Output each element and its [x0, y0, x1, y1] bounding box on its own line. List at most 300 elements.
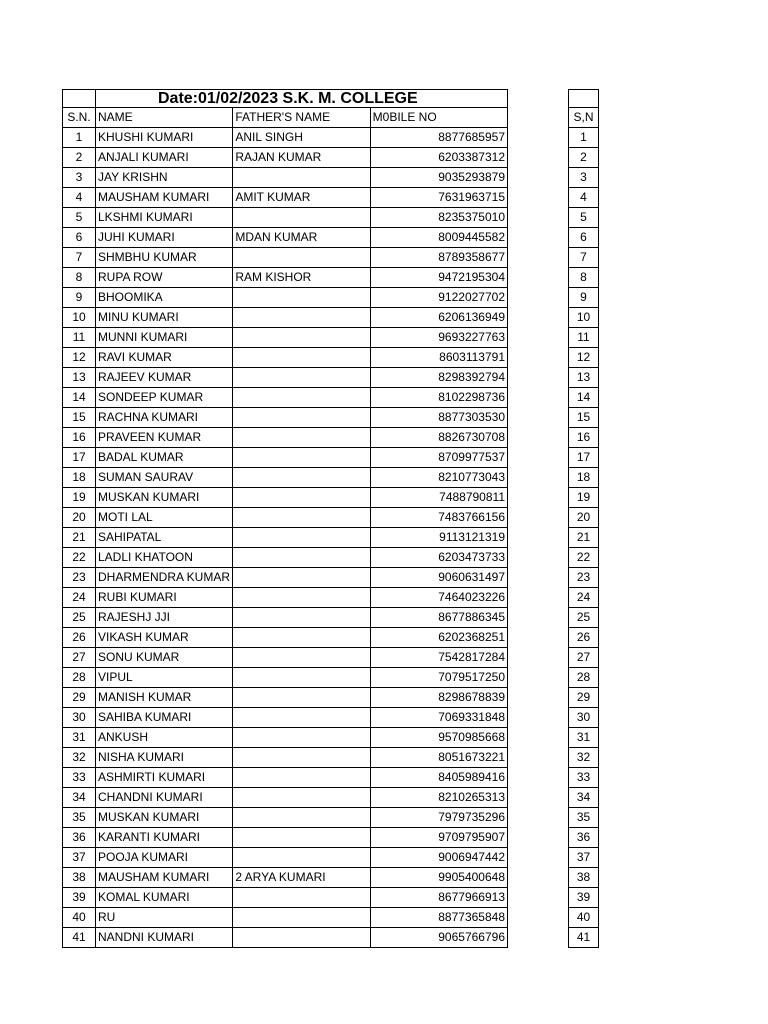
row-father-name [233, 828, 370, 848]
side-row-sn: 28 [569, 668, 599, 688]
row-mobile: 8009445582 [370, 228, 507, 248]
row-father-name [233, 588, 370, 608]
side-row-sn: 6 [569, 228, 599, 248]
row-name: KARANTI KUMARI [96, 828, 233, 848]
side-row [569, 888, 599, 908]
row-mobile: 8210773043 [370, 468, 507, 488]
row-sn: 29 [63, 688, 96, 708]
table-row [63, 268, 508, 288]
side-row [569, 368, 599, 388]
side-row-sn: 18 [569, 468, 599, 488]
row-mobile: 9113121319 [370, 528, 507, 548]
side-row-sn: 10 [569, 308, 599, 328]
row-father-name [233, 908, 370, 928]
side-row-sn: 13 [569, 368, 599, 388]
row-name: JUHI KUMARI [96, 228, 233, 248]
side-row [569, 828, 599, 848]
row-sn: 16 [63, 428, 96, 448]
side-row [569, 448, 599, 468]
side-row-sn: 41 [569, 928, 599, 948]
row-mobile: 9006947442 [370, 848, 507, 868]
table-row [63, 848, 508, 868]
row-father-name [233, 288, 370, 308]
row-name: BADAL KUMAR [96, 448, 233, 468]
table-row [63, 868, 508, 888]
table-row [63, 488, 508, 508]
side-row-sn: 40 [569, 908, 599, 928]
side-title-empty-cell [569, 90, 599, 108]
side-title-row [569, 90, 599, 108]
row-mobile: 8677886345 [370, 608, 507, 628]
row-name: RAJEEV KUMAR [96, 368, 233, 388]
row-father-name: 2 ARYA KUMARI [233, 868, 370, 888]
row-name: POOJA KUMARI [96, 848, 233, 868]
row-father-name [233, 428, 370, 448]
row-father-name [233, 688, 370, 708]
table-row [63, 568, 508, 588]
side-row [569, 228, 599, 248]
row-sn: 27 [63, 648, 96, 668]
row-father-name [233, 668, 370, 688]
table-row [63, 428, 508, 448]
side-row-sn: 4 [569, 188, 599, 208]
row-sn: 9 [63, 288, 96, 308]
row-mobile: 8405989416 [370, 768, 507, 788]
side-row [569, 928, 599, 948]
row-name: LKSHMI KUMARI [96, 208, 233, 228]
side-row-sn: 31 [569, 728, 599, 748]
side-row [569, 428, 599, 448]
row-sn: 4 [63, 188, 96, 208]
row-sn: 24 [63, 588, 96, 608]
side-row-sn: 16 [569, 428, 599, 448]
side-row [569, 268, 599, 288]
student-table-body [63, 90, 508, 948]
row-father-name [233, 448, 370, 468]
row-sn: 8 [63, 268, 96, 288]
table-row [63, 548, 508, 568]
row-sn: 18 [63, 468, 96, 488]
table-row [63, 808, 508, 828]
row-name: NISHA KUMARI [96, 748, 233, 768]
side-row-sn: 11 [569, 328, 599, 348]
row-name: MAUSHAM KUMARI [96, 188, 233, 208]
row-mobile: 7483766156 [370, 508, 507, 528]
side-row [569, 348, 599, 368]
row-name: SHMBHU KUMAR [96, 248, 233, 268]
side-row [569, 528, 599, 548]
side-row [569, 808, 599, 828]
side-row [569, 648, 599, 668]
row-mobile: 8677966913 [370, 888, 507, 908]
row-name: MUNNI KUMARI [96, 328, 233, 348]
side-row-sn: 26 [569, 628, 599, 648]
table-row [63, 748, 508, 768]
row-name: MOTI LAL [96, 508, 233, 528]
row-name: NANDNI KUMARI [96, 928, 233, 948]
table-row [63, 528, 508, 548]
row-father-name [233, 548, 370, 568]
side-row [569, 128, 599, 148]
title-empty-cell [63, 90, 96, 108]
row-sn: 35 [63, 808, 96, 828]
row-father-name [233, 328, 370, 348]
table-row [63, 688, 508, 708]
row-sn: 11 [63, 328, 96, 348]
title-row [63, 90, 508, 108]
row-mobile: 6202368251 [370, 628, 507, 648]
row-mobile: 9035293879 [370, 168, 507, 188]
row-father-name [233, 388, 370, 408]
side-row-sn: 27 [569, 648, 599, 668]
side-row [569, 628, 599, 648]
row-sn: 17 [63, 448, 96, 468]
side-row [569, 148, 599, 168]
table-row [63, 788, 508, 808]
row-name: MUSKAN KUMARI [96, 808, 233, 828]
row-father-name [233, 208, 370, 228]
side-row-sn: 33 [569, 768, 599, 788]
row-name: RU [96, 908, 233, 928]
side-row-sn: 24 [569, 588, 599, 608]
row-sn: 37 [63, 848, 96, 868]
table-row [63, 288, 508, 308]
row-sn: 36 [63, 828, 96, 848]
row-sn: 1 [63, 128, 96, 148]
side-row [569, 908, 599, 928]
table-row [63, 608, 508, 628]
table-row [63, 328, 508, 348]
header-sn: S.N. [63, 108, 96, 128]
header-mobile: M0BILE NO [370, 108, 507, 128]
side-row [569, 468, 599, 488]
row-father-name [233, 928, 370, 948]
row-mobile: 8877303530 [370, 408, 507, 428]
header-father-name: FATHER'S NAME [233, 108, 370, 128]
table-row [63, 308, 508, 328]
table-row [63, 228, 508, 248]
row-father-name [233, 888, 370, 908]
side-row-sn: 37 [569, 848, 599, 868]
row-name: RUBI KUMARI [96, 588, 233, 608]
row-father-name [233, 168, 370, 188]
row-mobile: 8877365848 [370, 908, 507, 928]
row-name: LADLI KHATOON [96, 548, 233, 568]
side-row [569, 748, 599, 768]
row-name: ASHMIRTI KUMARI [96, 768, 233, 788]
row-mobile: 8603113791 [370, 348, 507, 368]
table-row [63, 768, 508, 788]
row-name: ANKUSH [96, 728, 233, 748]
row-name: BHOOMIKA [96, 288, 233, 308]
side-row-sn: 8 [569, 268, 599, 288]
row-mobile: 9905400648 [370, 868, 507, 888]
row-sn: 25 [63, 608, 96, 628]
row-mobile: 9570985668 [370, 728, 507, 748]
side-row-sn: 15 [569, 408, 599, 428]
side-row-sn: 12 [569, 348, 599, 368]
row-mobile: 8051673221 [370, 748, 507, 768]
side-row-sn: 29 [569, 688, 599, 708]
table-row [63, 408, 508, 428]
row-sn: 26 [63, 628, 96, 648]
row-name: SONDEEP KUMAR [96, 388, 233, 408]
side-row-sn: 19 [569, 488, 599, 508]
side-row-sn: 30 [569, 708, 599, 728]
row-name: RACHNA KUMARI [96, 408, 233, 428]
row-mobile: 8298392794 [370, 368, 507, 388]
side-row [569, 248, 599, 268]
row-father-name [233, 768, 370, 788]
side-row-sn: 23 [569, 568, 599, 588]
row-sn: 22 [63, 548, 96, 568]
row-mobile: 8709977537 [370, 448, 507, 468]
table-row [63, 928, 508, 948]
row-mobile: 7631963715 [370, 188, 507, 208]
table-row [63, 668, 508, 688]
row-father-name [233, 508, 370, 528]
row-name: CHANDNI KUMARI [96, 788, 233, 808]
row-father-name [233, 848, 370, 868]
row-name: SUMAN SAURAV [96, 468, 233, 488]
table-row [63, 908, 508, 928]
side-row [569, 668, 599, 688]
row-name: MUSKAN KUMARI [96, 488, 233, 508]
side-sn-table [568, 89, 599, 948]
row-father-name: RAM KISHOR [233, 268, 370, 288]
row-sn: 10 [63, 308, 96, 328]
row-sn: 41 [63, 928, 96, 948]
row-name: KOMAL KUMARI [96, 888, 233, 908]
table-row [63, 208, 508, 228]
side-row [569, 488, 599, 508]
row-sn: 34 [63, 788, 96, 808]
side-row [569, 548, 599, 568]
side-row [569, 208, 599, 228]
side-row [569, 588, 599, 608]
header-name: NAME [96, 108, 233, 128]
side-row-sn: 25 [569, 608, 599, 628]
row-sn: 14 [63, 388, 96, 408]
row-sn: 13 [63, 368, 96, 388]
table-row [63, 648, 508, 668]
table-row [63, 708, 508, 728]
row-name: RAVI KUMAR [96, 348, 233, 368]
row-name: SAHIPATAL [96, 528, 233, 548]
row-mobile: 9065766796 [370, 928, 507, 948]
row-sn: 7 [63, 248, 96, 268]
row-sn: 32 [63, 748, 96, 768]
side-row-sn: 39 [569, 888, 599, 908]
row-name: SAHIBA KUMARI [96, 708, 233, 728]
row-father-name [233, 408, 370, 428]
row-mobile: 7542817284 [370, 648, 507, 668]
side-row-sn: 7 [569, 248, 599, 268]
row-sn: 21 [63, 528, 96, 548]
row-sn: 19 [63, 488, 96, 508]
table-row [63, 248, 508, 268]
page-title: Date:01/02/2023 S.K. M. COLLEGE [96, 90, 508, 108]
side-row-sn: 5 [569, 208, 599, 228]
student-table [62, 89, 508, 948]
side-row [569, 848, 599, 868]
row-mobile: 8877685957 [370, 128, 507, 148]
row-mobile: 7069331848 [370, 708, 507, 728]
side-row [569, 768, 599, 788]
table-row [63, 168, 508, 188]
row-mobile: 6203387312 [370, 148, 507, 168]
row-sn: 30 [63, 708, 96, 728]
side-row-sn: 35 [569, 808, 599, 828]
row-sn: 12 [63, 348, 96, 368]
row-father-name [233, 628, 370, 648]
row-mobile: 7464023226 [370, 588, 507, 608]
row-sn: 20 [63, 508, 96, 528]
row-father-name: MDAN KUMAR [233, 228, 370, 248]
table-row [63, 368, 508, 388]
table-row [63, 828, 508, 848]
side-row-sn: 21 [569, 528, 599, 548]
side-row [569, 708, 599, 728]
row-mobile: 9060631497 [370, 568, 507, 588]
row-mobile: 9693227763 [370, 328, 507, 348]
row-mobile: 7079517250 [370, 668, 507, 688]
side-row [569, 608, 599, 628]
row-mobile: 8298678839 [370, 688, 507, 708]
row-sn: 28 [63, 668, 96, 688]
row-father-name [233, 728, 370, 748]
row-name: JAY KRISHN [96, 168, 233, 188]
row-sn: 2 [63, 148, 96, 168]
row-name: MAUSHAM KUMARI [96, 868, 233, 888]
side-row-sn: 20 [569, 508, 599, 528]
side-row-sn: 17 [569, 448, 599, 468]
table-row [63, 188, 508, 208]
row-name: DHARMENDRA KUMAR [96, 568, 233, 588]
row-sn: 6 [63, 228, 96, 248]
row-father-name [233, 348, 370, 368]
table-row [63, 728, 508, 748]
row-mobile: 6203473733 [370, 548, 507, 568]
side-row [569, 508, 599, 528]
row-father-name [233, 568, 370, 588]
side-row [569, 188, 599, 208]
row-father-name: ANIL SINGH [233, 128, 370, 148]
row-father-name [233, 368, 370, 388]
row-sn: 40 [63, 908, 96, 928]
side-row-sn: 1 [569, 128, 599, 148]
row-sn: 38 [63, 868, 96, 888]
side-row [569, 568, 599, 588]
row-father-name: AMIT KUMAR [233, 188, 370, 208]
side-row [569, 728, 599, 748]
row-mobile: 7979735296 [370, 808, 507, 828]
row-name: VIPUL [96, 668, 233, 688]
row-mobile: 8102298736 [370, 388, 507, 408]
side-row-sn: 32 [569, 748, 599, 768]
side-row [569, 868, 599, 888]
row-mobile: 8789358677 [370, 248, 507, 268]
row-sn: 5 [63, 208, 96, 228]
side-row-sn: 34 [569, 788, 599, 808]
side-row-sn: 2 [569, 148, 599, 168]
side-row [569, 308, 599, 328]
row-mobile: 9122027702 [370, 288, 507, 308]
table-row [63, 448, 508, 468]
row-mobile: 9472195304 [370, 268, 507, 288]
row-mobile: 6206136949 [370, 308, 507, 328]
table-row [63, 508, 508, 528]
side-row-sn: 14 [569, 388, 599, 408]
table-row [63, 388, 508, 408]
row-mobile: 7488790811 [370, 488, 507, 508]
row-sn: 39 [63, 888, 96, 908]
table-row [63, 348, 508, 368]
row-mobile: 8210265313 [370, 788, 507, 808]
side-row-sn: 3 [569, 168, 599, 188]
row-father-name: RAJAN KUMAR [233, 148, 370, 168]
row-name: RAJESHJ JJI [96, 608, 233, 628]
row-father-name [233, 748, 370, 768]
row-father-name [233, 308, 370, 328]
row-sn: 31 [63, 728, 96, 748]
side-row [569, 408, 599, 428]
row-father-name [233, 468, 370, 488]
side-row [569, 328, 599, 348]
row-father-name [233, 648, 370, 668]
row-name: MINU KUMARI [96, 308, 233, 328]
row-mobile: 8235375010 [370, 208, 507, 228]
row-sn: 23 [63, 568, 96, 588]
row-sn: 33 [63, 768, 96, 788]
row-father-name [233, 788, 370, 808]
row-father-name [233, 488, 370, 508]
row-name: RUPA ROW [96, 268, 233, 288]
row-sn: 3 [63, 168, 96, 188]
table-row [63, 588, 508, 608]
side-row-sn: 22 [569, 548, 599, 568]
row-father-name [233, 708, 370, 728]
row-name: VIKASH KUMAR [96, 628, 233, 648]
row-father-name [233, 608, 370, 628]
row-mobile: 9709795907 [370, 828, 507, 848]
row-name: ANJALI KUMARI [96, 148, 233, 168]
row-father-name [233, 248, 370, 268]
side-row [569, 288, 599, 308]
side-header-row [569, 108, 599, 128]
side-row [569, 788, 599, 808]
row-father-name [233, 528, 370, 548]
row-father-name [233, 808, 370, 828]
side-header-sn: S,N [569, 108, 599, 128]
side-row [569, 168, 599, 188]
table-row [63, 148, 508, 168]
header-row [63, 108, 508, 128]
table-row [63, 628, 508, 648]
table-row [63, 888, 508, 908]
row-name: MANISH KUMAR [96, 688, 233, 708]
row-name: SONU KUMAR [96, 648, 233, 668]
side-row [569, 688, 599, 708]
row-mobile: 8826730708 [370, 428, 507, 448]
side-row-sn: 38 [569, 868, 599, 888]
side-sn-table-body [569, 90, 599, 948]
row-name: KHUSHI KUMARI [96, 128, 233, 148]
table-row [63, 128, 508, 148]
table-row [63, 468, 508, 488]
side-row-sn: 36 [569, 828, 599, 848]
row-name: PRAVEEN KUMAR [96, 428, 233, 448]
